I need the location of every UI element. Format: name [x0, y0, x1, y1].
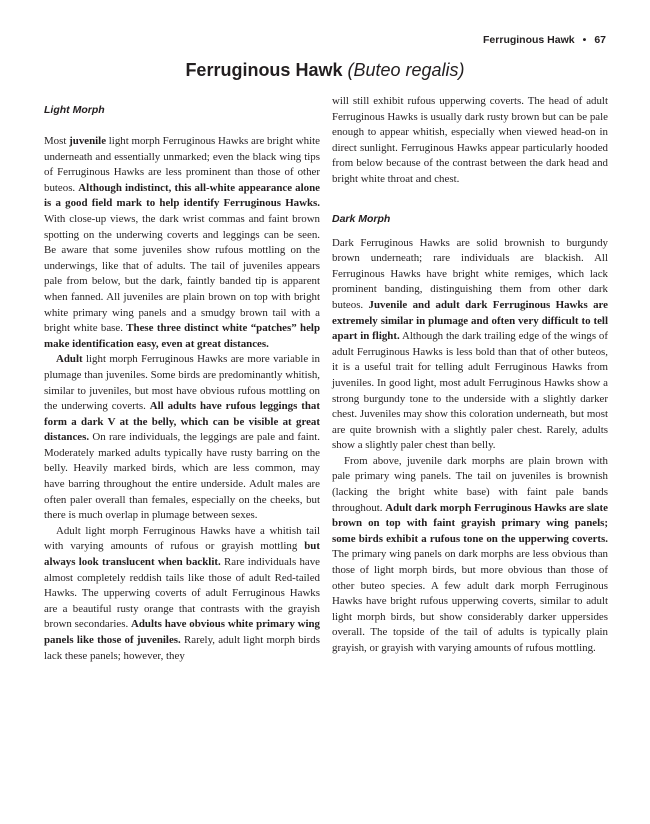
species-common-name: Ferruginous Hawk — [185, 60, 343, 80]
page-title — [0, 60, 650, 81]
dark-morph-paragraph-1: Dark Ferruginous Hawks are solid brownish to burgundy brown underneath; rare individuals are blackish. All Ferruginous Hawks have bright white remiges, which lack prominent banding, distinguishing them from other dark buteos. Juvenile and adult dark Ferruginous Hawks are extremely similar in plumage and often very difficult to tell apart in flight. Although the dark trailing edge of the wings of adult Ferruginous Hawks is less bold than that of other buteos, it is a useful trait for telling adult Ferruginous Hawks from juveniles. In good light, most adult Ferruginous Hawks show a strong burgundy tone to the underside with a slightly darker chest. Juveniles may show this coloration underneath, but most are quite brownish with a slightly paler chest. Rarely, adults show a slightly paler chest than belly. — [332, 236, 609, 452]
species-scientific-name: (Buteo regalis) — [347, 60, 465, 80]
header-separator: • — [582, 34, 587, 46]
running-title: Ferruginous Hawk — [483, 34, 575, 46]
right-column — [332, 94, 608, 657]
page-number: 67 — [594, 34, 606, 46]
running-header — [483, 34, 606, 46]
light-morph-paragraph-3-continued: will still exhibit rufous upperwing coverts. The head of adult Ferruginous Hawks is usually dark rusty brown but can be pale enough to appear whitish, especially when viewed head-on in direct sunlight. Ferruginous Hawks appear particularly hooded from below because of the contrast between the dark head and bright white throat and chest. — [332, 95, 608, 185]
dark-morph-heading: Dark Morph — [332, 212, 391, 225]
light-morph-paragraph-2: Adult light morph Ferruginous Hawks are more variable in plumage than juveniles. Some birds are predominantly whitish, similar to juveniles, but most have obvious rufous mottling on the underwing coverts. All adults have rufous leggings that form a dark V at the belly, which can be visible at great distances. On rare individuals, the leggings are pale and faint. Moderately marked adults typically have rusty barring on the belly. Heavily marked birds, which are less common, may have barring throughout the entire underside. Adult males are often paler overall than females, especially on the cheeks, but there is much overlap in plumage between sexes. — [44, 353, 320, 522]
light-morph-paragraph-3: Adult light morph Ferruginous Hawks have a whitish tail with varying amounts of rufous or grayish mottling but always look translucent when backlit. Rare individuals have almost completely reddish tails like those of adult Red-tailed Hawks. The upperwing coverts of adult Ferruginous Hawks are a beautiful rusty orange that contrasts with the grayish brown secondaries. Adults have obvious white primary wing panels like those of juveniles. Rarely, adult light morph birds lack these panels; however, they — [44, 524, 321, 662]
dark-morph-paragraph-2: From above, juvenile dark morphs are plain brown with pale primary wing panels. The tail on juveniles is brownish (lacking the bright white base) with faint pale bands throughout. Adult dark morph Ferruginous Hawks are slate brown on top with faint grayish primary wing panels; some birds exhibit a rufous tone on the upperwing coverts. The primary wing panels on dark morphs are less obvious than those of light morph birds, but more obvious than those of other buteo species. A few adult dark morph Ferruginous Hawks have bright rufous upperwing coverts, similar to adult light morph birds, but show considerably darker uppersides overall. The topside of the tail of adults is typically plain grayish, or grayish with varying amounts of rufous mottling. — [332, 454, 608, 654]
left-column — [44, 94, 320, 664]
light-morph-paragraph-1: Most juvenile light morph Ferruginous Hawks are bright white underneath and essentially unmarked; even the black wing tips of Ferruginous Hawks are less prominent than those of other buteos. Although indistinct, this all-white appearance alone is a good field mark to help identify Ferruginous Hawks. With close-up views, the dark wrist commas and faint brown spotting on the underwing coverts and leggings can be seen. Be aware that some juveniles show rufous mottling on the underwings, like that of adults. The tail of juveniles appears pale from below, but the dark, faintly banded tip is apparent when fanned. All juveniles are plain brown on top with bright white primary wing panels and a smudgy brown tail with a bright white base. These three distinct white “patches” help make identification easy, even at great distances. — [44, 135, 321, 350]
light-morph-heading: Light Morph — [44, 104, 105, 116]
